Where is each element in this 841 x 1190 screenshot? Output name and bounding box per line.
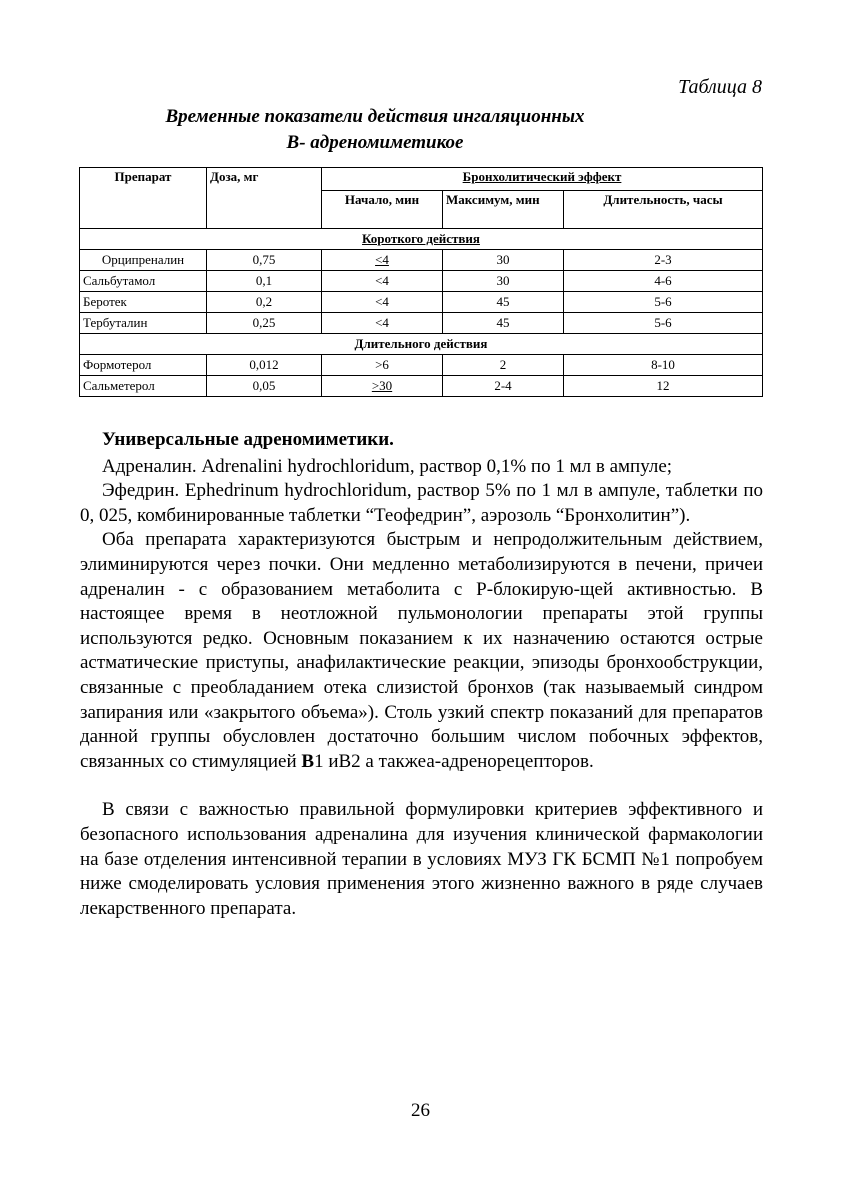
bold-letter-b: В [301,750,315,772]
cell-drug: Орципреналин [80,250,207,271]
header-max: Максимум, мин [443,191,564,229]
cell-duration: 2-3 [564,250,763,271]
header-onset: Начало, мин [322,191,443,229]
section-long-acting: Длительного действия [80,334,763,355]
cell-drug: Беротек [80,292,207,313]
paragraph-properties-text: Оба препарата характеризуются быстрым и непродолжительным действием, элиминируются через почки. Они медленно метаболизируются в печени, причеи адреналин - с образованием метаболита с Р-блокирую-щей активностью. В настоящее время в неотложной пульмонологии препараты этой группы используются редко. Основным показанием к их назначению остаются острые астматические приступы, анафилактические реакции, эпизоды бронхообструкции, связанные с преобладанием отека слизистой бронхов (так называемый синдром запирания или «закрытого объема»). Столь узкий спектр показаний для препаратов данной группы обусловлен достаточно большим числом побочных эффектов, связанных со стимуляцией [80,529,763,772]
table-number-label: Таблица 8 [678,76,762,98]
section-row-long [80,334,763,355]
cell-max: 30 [443,271,564,292]
section-row-short [80,229,763,250]
paragraph-ephedrine: Эфедрин. Ephedrinum hydrochloridum, раствор 5% по 1 мл в ампуле, таблетки по 0, 025, комбинированные таблетки “Теофедрин”, аэрозоль “Бронхолитин”). [80,480,763,526]
table-row [80,355,763,376]
cell-dose: 0,1 [207,271,322,292]
table-title-line-2: B- адреномиметикое [286,132,464,153]
paragraph-properties [80,528,763,774]
table-row [80,250,763,271]
cell-onset: <4 [322,292,443,313]
header-bronchodilator-effect: Бронхолитический эффект [322,168,763,191]
paragraph-adrenaline: Адреналин. Adrenalini hydrochloridum, раствор 0,1% по 1 мл в ампуле; [102,455,673,477]
drug-timing-table [79,167,763,397]
paragraph-conclusion: В связи с важностью правильной формулировки критериев эффективного и безопасного использования адреналина для изучения клинической фармакологии на базе отделения интенсивной терапии в условиях МУЗ ГК БСМП №1 попробуем ниже смоделировать условия применения этого жизненно важного в ряде случаев лекарственного препарата. [80,799,763,919]
cell-onset: >30 [322,376,443,397]
table-title [80,104,762,156]
cell-max: 45 [443,313,564,334]
cell-duration: 8-10 [564,355,763,376]
cell-max: 2-4 [443,376,564,397]
cell-dose: 0,2 [207,292,322,313]
cell-onset: <4 [322,271,443,292]
paragraph-properties-end: 1 иВ2 а такжеа-адренорецепторов. [314,750,594,772]
cell-max: 45 [443,292,564,313]
cell-drug: Формотерол [80,355,207,376]
cell-duration: 5-6 [564,292,763,313]
table-title-line-1: Временные показатели действия ингаляционных [165,106,585,127]
table-row [80,271,763,292]
header-duration: Длительность, часы [564,191,763,229]
cell-drug: Сальметерол [80,376,207,397]
cell-duration: 5-6 [564,313,763,334]
header-dose: Доза, мг [207,168,322,229]
section-heading: Универсальные адреномиметики. [102,429,394,450]
cell-drug: Сальбутамол [80,271,207,292]
table-row [80,313,763,334]
cell-onset: <4 [322,250,443,271]
cell-onset: >6 [322,355,443,376]
table-row [80,376,763,397]
section-short-acting: Короткого действия [80,229,763,250]
header-drug: Препарат [80,168,207,229]
cell-dose: 0,05 [207,376,322,397]
table-header-row [80,168,763,191]
cell-dose: 0,012 [207,355,322,376]
cell-duration: 4-6 [564,271,763,292]
cell-max: 2 [443,355,564,376]
cell-dose: 0,25 [207,313,322,334]
page-number: 26 [411,1100,430,1121]
table-row [80,292,763,313]
cell-drug: Тербуталин [80,313,207,334]
cell-max: 30 [443,250,564,271]
cell-onset: <4 [322,313,443,334]
cell-duration: 12 [564,376,763,397]
cell-dose: 0,75 [207,250,322,271]
body-text [80,428,763,921]
